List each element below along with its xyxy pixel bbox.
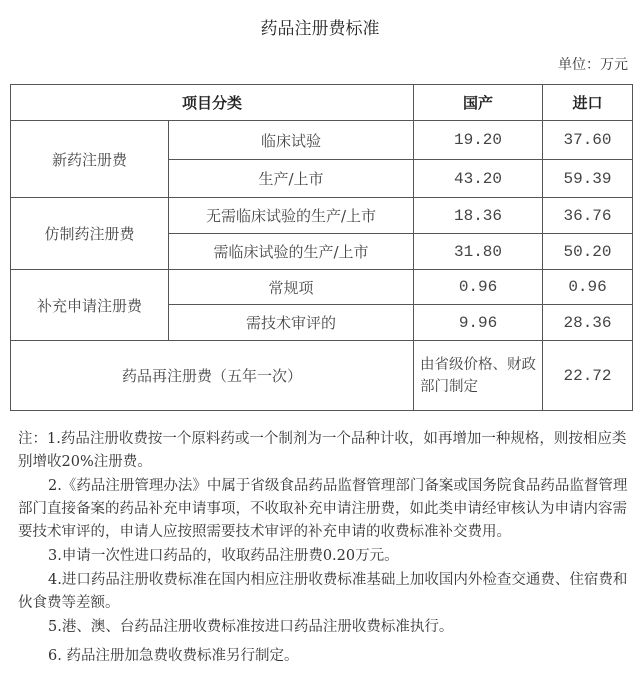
group-name: 补充申请注册费 (11, 270, 169, 341)
table-row (11, 198, 633, 234)
notes (18, 428, 630, 669)
imported-fee: 22.72 (543, 341, 633, 411)
domestic-fee: 18.36 (414, 198, 543, 234)
header-domestic: 国产 (414, 85, 543, 121)
imported-fee: 59.39 (543, 160, 633, 198)
domestic-fee: 由省级价格、财政部门制定 (414, 341, 543, 411)
table-row (11, 341, 633, 411)
item-name: 需临床试验的生产/上市 (169, 234, 414, 270)
item-name: 常规项 (169, 270, 414, 305)
domestic-fee: 9.96 (414, 305, 543, 341)
table-row (11, 270, 633, 305)
note-2: 2.《药品注册管理办法》中属于省级食品药品监督管理部门备案或国务院食品药品监督管理部门直接备案的药品补充申请事项，不收取补充申请注册费，如此类申请经审核认为申请内容需要技术审评的，申请人应按照需要技术审评的补充申请的收费标准补交费用。 (18, 478, 628, 540)
header-category: 项目分类 (11, 85, 414, 121)
note-6: 6. 药品注册加急费收费标准另行制定。 (48, 648, 299, 664)
domestic-fee: 43.20 (414, 160, 543, 198)
note-4: 4.进口药品注册收费标准在国内相应注册收费标准基础上加收国内外检查交通费、住宿费和伙食费等差额。 (18, 572, 628, 611)
page-title: 药品注册费标准 (260, 19, 380, 39)
header-imported: 进口 (543, 85, 633, 121)
note-1: 注：1.药品注册收费按一个原料药或一个制剂为一个品种计收，如再增加一种规格，则按相应类别增收20%注册费。 (18, 431, 627, 470)
domestic-fee: 31.80 (414, 234, 543, 270)
group-name: 新药注册费 (11, 121, 169, 198)
domestic-fee: 19.20 (414, 121, 543, 160)
reregistration-name: 药品再注册费（五年一次） (11, 341, 414, 411)
domestic-fee: 0.96 (414, 270, 543, 305)
fee-table (10, 84, 633, 411)
item-name: 需技术审评的 (169, 305, 414, 341)
item-name: 无需临床试验的生产/上市 (169, 198, 414, 234)
imported-fee: 36.76 (543, 198, 633, 234)
unit-label: 单位：万元 (558, 57, 628, 73)
item-name: 临床试验 (169, 121, 414, 160)
imported-fee: 50.20 (543, 234, 633, 270)
note-3: 3.申请一次性进口药品的，收取药品注册费0.20万元。 (48, 548, 399, 564)
imported-fee: 37.60 (543, 121, 633, 160)
table-row (11, 121, 633, 160)
note-5: 5.港、澳、台药品注册收费标准按进口药品注册收费标准执行。 (48, 619, 454, 635)
table-header-row (11, 85, 633, 121)
item-name: 生产/上市 (169, 160, 414, 198)
imported-fee: 0.96 (543, 270, 633, 305)
imported-fee: 28.36 (543, 305, 633, 341)
group-name: 仿制药注册费 (11, 198, 169, 270)
